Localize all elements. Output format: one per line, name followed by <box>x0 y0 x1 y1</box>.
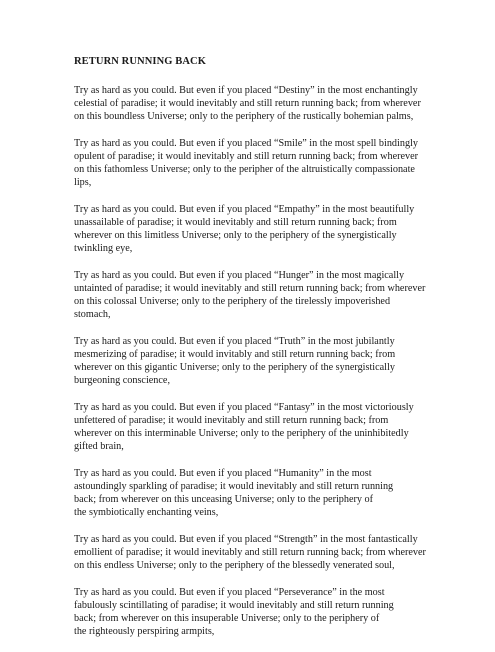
paragraph-line: back; from wherever on this insuperable Universe; only to the periphery of <box>74 613 380 624</box>
paragraph-line: mesmerizing of paradise; it would invitably and still return running back; from <box>74 349 396 360</box>
paragraph <box>74 84 434 123</box>
paragraph <box>74 335 434 387</box>
paragraph-line: Try as hard as you could. But even if you placed “Strength” in the most fantastically <box>74 534 418 545</box>
paragraph-line: the symbiotically enchanting veins, <box>74 507 219 518</box>
paragraph-line: untainted of paradise; it would inevitably and still return running back; from wherever <box>74 283 426 294</box>
document-title: RETURN RUNNING BACK <box>74 56 206 67</box>
paragraph-line: opulent of paradise; it would inevitably and still return running back; from wherever <box>74 151 419 162</box>
paragraph-line: twinkling eye, <box>74 243 133 254</box>
paragraph-line: on this boundless Universe; only to the periphery of the rustically bohemian palms, <box>74 111 414 122</box>
paragraph <box>74 467 434 519</box>
paragraph-line: Try as hard as you could. But even if you placed “Hunger” in the most magically <box>74 270 405 281</box>
paragraph-line: wherever on this gigantic Universe; only to the periphery of the synergistically <box>74 362 395 373</box>
paragraph-line: on this endless Universe; only to the periphery of the blessedly venerated soul, <box>74 560 395 571</box>
paragraph <box>74 586 434 638</box>
document-body <box>74 55 434 652</box>
paragraph-line: the righteously perspiring armpits, <box>74 626 215 637</box>
paragraph-line: Try as hard as you could. But even if you placed “Fantasy” in the most victoriously <box>74 402 414 413</box>
paragraph-line: lips, <box>74 177 92 188</box>
paragraph <box>74 203 434 255</box>
paragraph-line: Try as hard as you could. But even if you placed “Empathy” in the most beautifully <box>74 204 415 215</box>
paragraph-line: on this colossal Universe; only to the periphery of the tirelessly impoverished <box>74 296 391 307</box>
paragraph-line: emollient of paradise; it would inevitably and still return running back; from wherever <box>74 547 426 558</box>
paragraph-line: Try as hard as you could. But even if you placed “Perseverance” in the most <box>74 587 385 598</box>
paragraph-line: Try as hard as you could. But even if you placed “Destiny” in the most enchantingly <box>74 85 418 96</box>
paragraph-line: wherever on this limitless Universe; only to the periphery of the synergistically <box>74 230 397 241</box>
paragraph-line: Try as hard as you could. But even if you placed “Truth” in the most jubilantly <box>74 336 395 347</box>
paragraph-line: astoundingly sparkling of paradise; it would inevitably and still return running <box>74 481 394 492</box>
paragraph-line: fabulously scintillating of paradise; it would inevitably and still return running <box>74 600 394 611</box>
paragraph-line: burgeoning conscience, <box>74 375 170 386</box>
paragraph-line: on this fathomless Universe; only to the peripher of the altruistically compassionate <box>74 164 415 175</box>
paragraph-line: unassailable of paradise; it would inevitably and still return running back; from <box>74 217 397 228</box>
paragraph-line: Try as hard as you could. But even if you placed “Humanity” in the most <box>74 468 372 479</box>
paragraph-line: back; from wherever on this unceasing Universe; only to the periphery of <box>74 494 374 505</box>
paragraph <box>74 137 434 189</box>
paragraph-line: wherever on this interminable Universe; only to the periphery of the uninhibitedly <box>74 428 409 439</box>
paragraph-line: unfettered of paradise; it would inevitably and still return running back; from <box>74 415 389 426</box>
paragraph-line: stomach, <box>74 309 111 320</box>
paragraph-line: celestial of paradise; it would inevitably and still return running back; from wherever <box>74 98 421 109</box>
paragraph-line: Try as hard as you could. But even if you placed “Smile” in the most spell bindingly <box>74 138 418 149</box>
paragraph-line: gifted brain, <box>74 441 124 452</box>
paragraph <box>74 269 434 321</box>
paragraph <box>74 533 434 572</box>
paragraph <box>74 401 434 453</box>
